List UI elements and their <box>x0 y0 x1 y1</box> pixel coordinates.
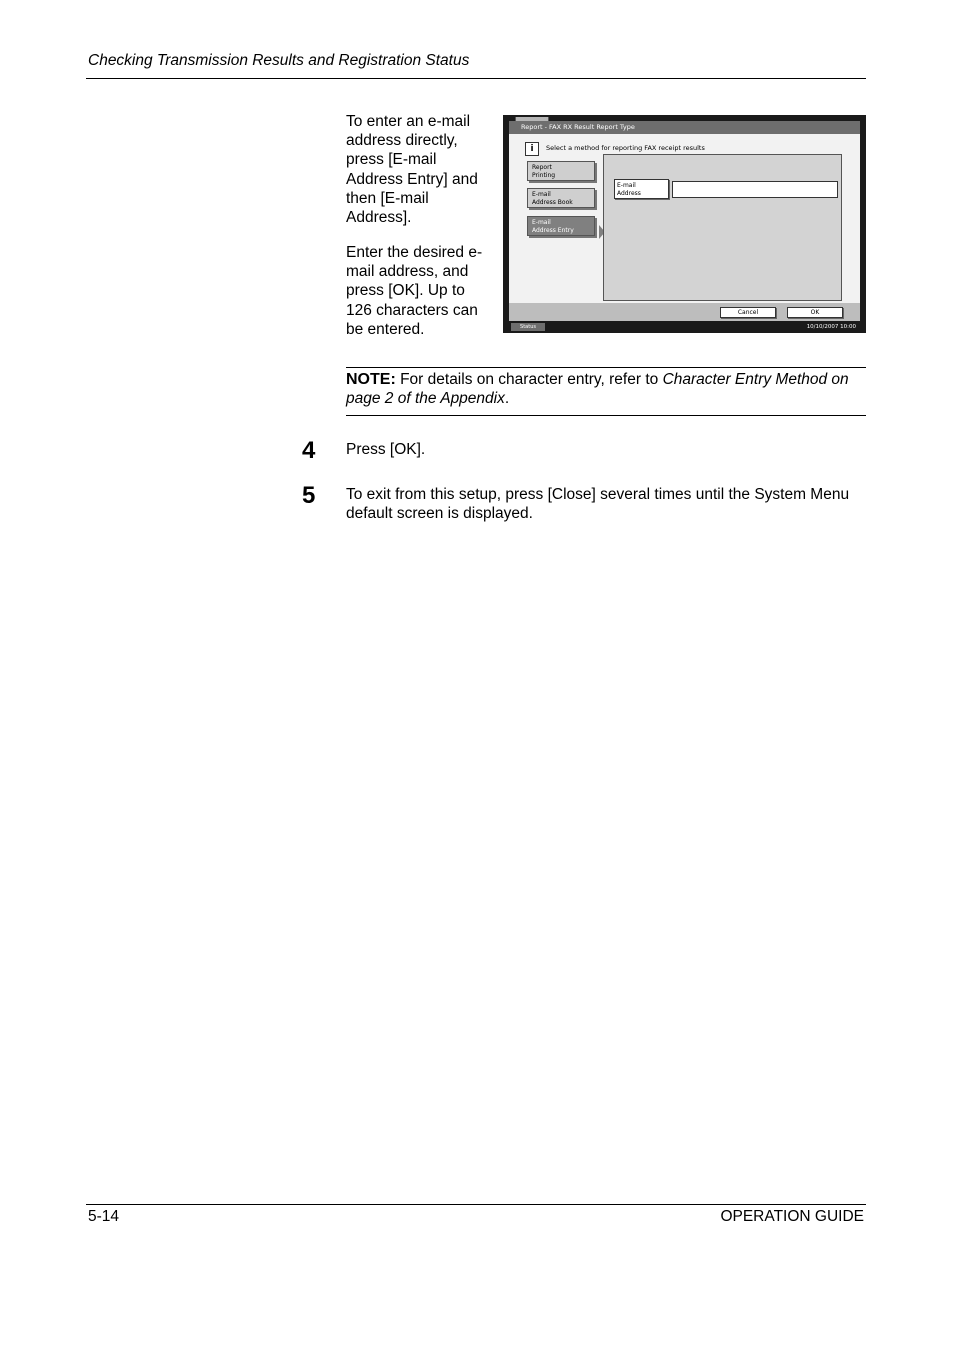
note-text: For details on character entry, refer to <box>395 371 663 388</box>
note-block <box>346 370 868 408</box>
step-text: To exit from this setup, press [Close] several times until the System Menu default screen is displayed. <box>346 486 850 523</box>
email-address-button[interactable]: E-mail Address <box>614 179 669 199</box>
note-top-rule <box>346 367 866 368</box>
panel-title: Report - FAX RX Result Report Type <box>509 121 860 134</box>
device-panel-screenshot <box>503 115 866 333</box>
email-address-book-button[interactable]: E-mail Address Book <box>527 188 595 208</box>
note-label: NOTE: <box>346 371 396 388</box>
info-icon: i <box>525 142 539 156</box>
footer-page-number: 5-14 <box>88 1208 120 1225</box>
panel-bottom-bar <box>509 303 860 321</box>
footer-guide-name: OPERATION GUIDE <box>720 1208 864 1225</box>
step-number: 4 <box>302 437 316 464</box>
header-rule <box>86 78 866 79</box>
intro-paragraph-2: Enter the desired e-mail address, and press [OK]. Up to 126 characters can be entered. <box>346 244 483 338</box>
footer-rule <box>86 1204 866 1205</box>
page-header-title: Checking Transmission Results and Registration Status <box>88 52 470 69</box>
panel-status-bar <box>509 323 860 331</box>
email-address-field[interactable] <box>672 181 838 198</box>
note-text-end: . <box>504 390 510 408</box>
cancel-button[interactable]: Cancel <box>720 307 776 318</box>
panel-message: Select a method for reporting FAX receipt results <box>546 144 705 152</box>
ok-button[interactable]: OK <box>787 307 843 318</box>
content-area <box>603 154 842 301</box>
step-number: 5 <box>302 482 316 509</box>
panel-screen <box>509 121 860 321</box>
email-address-entry-button[interactable]: E-mail Address Entry <box>527 216 595 236</box>
panel-datetime: 10/10/2007 10:00 <box>806 324 856 330</box>
intro-paragraph-1: To enter an e-mail address directly, press [E-mail Address Entry] and then [E-mail Address]. <box>346 113 478 227</box>
report-printing-button[interactable]: Report Printing <box>527 161 595 181</box>
status-button[interactable]: Status <box>511 323 545 331</box>
note-reference: Character Entry Method on page 2 of the Appendix <box>346 371 849 408</box>
step-text: Press [OK]. <box>346 441 426 458</box>
note-bottom-rule <box>346 415 866 416</box>
